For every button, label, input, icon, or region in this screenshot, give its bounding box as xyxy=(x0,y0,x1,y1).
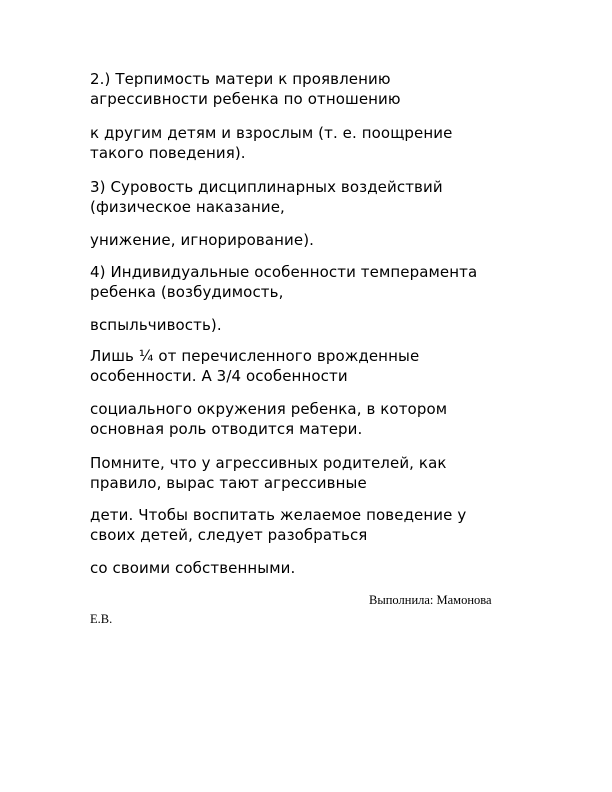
paragraph-4 xyxy=(90,230,530,250)
paragraph-1 xyxy=(90,69,530,109)
paragraph-line: со своими собственными. xyxy=(90,559,296,577)
paragraph-line: дети. Чтобы воспитать желаемое поведение у xyxy=(90,506,467,524)
paragraph-6 xyxy=(90,315,530,335)
paragraph-line: Помните, что у агрессивных родителей, как xyxy=(90,454,447,472)
paragraph-line: социального окружения ребенка, в котором xyxy=(90,400,448,418)
paragraph-line: (физическое наказание, xyxy=(90,198,285,216)
paragraph-line: вспыльчивость). xyxy=(90,316,222,334)
paragraph-3 xyxy=(90,177,530,217)
paragraph-line: правило, вырас тают агрессивные xyxy=(90,474,367,492)
paragraph-line: агрессивности ребенка по отношению xyxy=(90,90,401,108)
paragraph-2 xyxy=(90,123,530,163)
paragraph-10 xyxy=(90,505,530,545)
paragraph-line: ребенка (возбудимость, xyxy=(90,283,284,301)
signature-author: Выполнила: Мамонова xyxy=(369,593,492,607)
paragraph-9 xyxy=(90,453,530,493)
paragraph-5 xyxy=(90,262,530,302)
paragraph-8 xyxy=(90,399,530,439)
paragraph-line: основная роль отводится матери. xyxy=(90,420,363,438)
paragraph-11 xyxy=(90,558,530,578)
paragraph-line: 3) Суровость дисциплинарных воздействий xyxy=(90,178,443,196)
paragraph-line: особенности. А 3/4 особенности xyxy=(90,367,348,385)
signature-initials: Е.В. xyxy=(90,612,113,626)
paragraph-line: унижение, игнорирование). xyxy=(90,231,315,249)
paragraph-line: своих детей, следует разобраться xyxy=(90,526,368,544)
paragraph-line: такого поведения). xyxy=(90,144,246,162)
paragraph-line: Лишь ¼ от перечисленного врожденные xyxy=(90,347,420,365)
paragraph-line: к другим детям и взрослым (т. е. поощрение xyxy=(90,124,453,142)
paragraph-line: 4) Индивидуальные особенности темперамента xyxy=(90,263,478,281)
paragraph-7 xyxy=(90,346,530,386)
paragraph-line: 2.) Терпимость матери к проявлению xyxy=(90,70,391,88)
